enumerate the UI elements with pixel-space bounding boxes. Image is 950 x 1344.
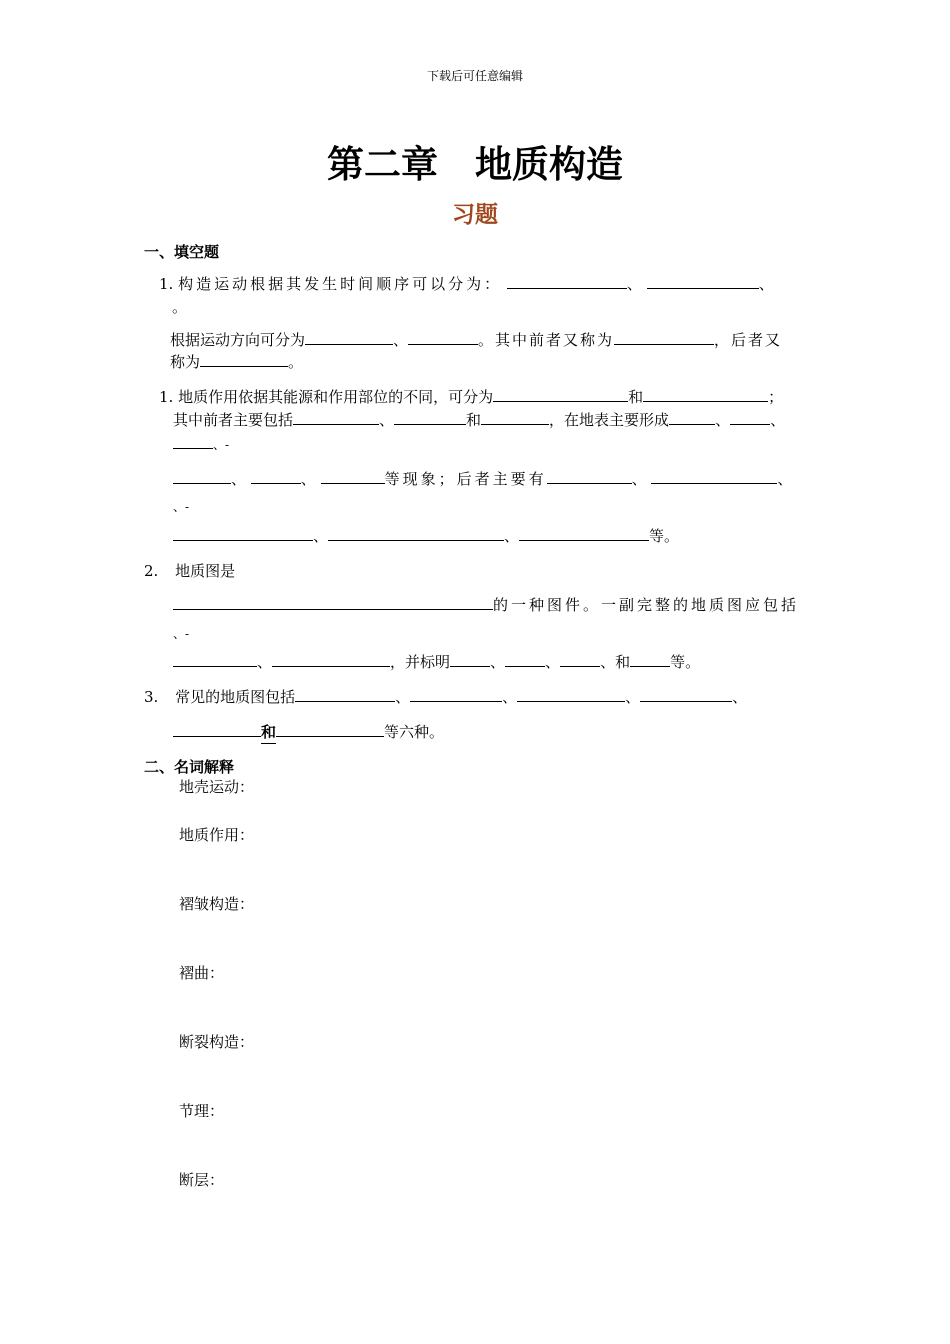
page-title: 第二章 地质构造 — [327, 143, 623, 186]
section-heading-terms: 二、名词解释 — [144, 758, 235, 776]
text: 和 — [466, 411, 482, 429]
separator: 、 — [300, 470, 316, 488]
separator: 、 — [626, 275, 642, 293]
separator: 、 — [777, 470, 793, 488]
text: 等现象；后者主要有 — [384, 470, 547, 488]
blank[interactable] — [173, 525, 313, 541]
question-2-line-4 — [173, 651, 700, 673]
text: ，在地表主要形成 — [549, 411, 670, 429]
blank[interactable] — [651, 468, 777, 484]
separator: 、 — [257, 653, 273, 671]
question-number: 1. — [159, 275, 174, 293]
term-6: 节理： — [179, 1102, 225, 1120]
text: 、- — [213, 438, 230, 452]
text: 等六种。 — [384, 723, 445, 741]
blank[interactable] — [394, 409, 466, 425]
blank[interactable] — [173, 468, 231, 484]
question-1b-line-3 — [173, 433, 229, 456]
question-text: 地质作用依据其能源和作用部位的不同，可分为 — [178, 388, 494, 406]
blank[interactable] — [547, 468, 632, 484]
question-text: 地质图是 — [175, 562, 236, 580]
blank[interactable] — [272, 651, 390, 667]
blank[interactable] — [200, 351, 288, 367]
text: ，后者又 — [714, 331, 783, 349]
blank[interactable] — [410, 686, 502, 702]
blank[interactable] — [481, 409, 549, 425]
header-note: 下载后可任意编辑 — [426, 69, 523, 83]
blank[interactable] — [328, 525, 504, 541]
separator: 、 — [393, 331, 409, 349]
text: 和 — [628, 388, 644, 406]
blank[interactable] — [173, 651, 257, 667]
question-number: 2. — [144, 562, 159, 580]
question-1-line-3 — [170, 351, 303, 373]
question-2-line-1 — [144, 560, 235, 582]
blank[interactable] — [519, 525, 649, 541]
question-1b-line-5: 、- — [173, 500, 190, 514]
separator: 、 — [502, 688, 518, 706]
separator: 、 — [313, 527, 329, 545]
question-1-line-2 — [170, 329, 782, 351]
blank[interactable] — [505, 651, 545, 667]
blank[interactable] — [251, 468, 301, 484]
question-1-line-1 — [159, 273, 774, 295]
blank[interactable] — [173, 594, 493, 610]
term-4: 褶曲： — [179, 964, 225, 982]
text: 称为 — [170, 353, 201, 371]
text: 等。 — [649, 527, 680, 545]
text: 根据运动方向可分为 — [170, 331, 306, 349]
section-heading-fill-blanks: 一、填空题 — [144, 243, 220, 261]
blank[interactable] — [630, 651, 670, 667]
blank[interactable] — [560, 651, 600, 667]
blank[interactable] — [293, 409, 379, 425]
text: ，并标明 — [390, 653, 451, 671]
separator: 、 — [545, 653, 561, 671]
question-1b-line-2 — [173, 409, 785, 431]
question-number: 3. — [144, 688, 159, 706]
blank[interactable] — [730, 409, 770, 425]
text: 。 — [288, 353, 304, 371]
question-1-dot: 。 — [172, 298, 188, 316]
question-1b-line-4 — [173, 468, 792, 490]
question-text: 构造运动根据其发生时间顺序可以分为： — [178, 275, 503, 293]
term-3: 褶皱构造： — [179, 895, 255, 913]
separator: 、 — [231, 470, 247, 488]
question-number: 1. — [159, 388, 174, 406]
separator: 、 — [504, 527, 520, 545]
separator: 、 — [631, 470, 647, 488]
separator: 、 — [758, 275, 774, 293]
term-2: 地质作用： — [179, 826, 255, 844]
blank[interactable] — [321, 468, 385, 484]
separator: 、 — [715, 411, 731, 429]
blank[interactable] — [647, 273, 759, 289]
blank[interactable] — [643, 386, 768, 402]
blank[interactable] — [640, 686, 732, 702]
separator: 、 — [490, 653, 506, 671]
separator: 、 — [379, 411, 395, 429]
blank[interactable] — [295, 686, 395, 702]
question-2-line-3: 、- — [173, 627, 190, 641]
separator: 、 — [625, 688, 641, 706]
blank[interactable] — [450, 651, 490, 667]
question-text: 常见的地质图包括 — [175, 688, 296, 706]
blank[interactable] — [507, 273, 627, 289]
term-7: 断层： — [179, 1171, 225, 1189]
blank[interactable] — [305, 329, 393, 345]
separator: 、 — [732, 688, 748, 706]
blank[interactable] — [173, 433, 213, 449]
text: 的一种图件。一副完整的地质图应包括 — [493, 596, 800, 614]
text: 。其中前者又称为 — [478, 331, 615, 349]
question-1b-line-1 — [159, 386, 783, 408]
blank[interactable] — [173, 721, 261, 737]
blank[interactable] — [276, 721, 384, 737]
blank[interactable] — [614, 329, 714, 345]
text: 其中前者主要包括 — [173, 411, 294, 429]
question-1b-line-6 — [173, 525, 679, 547]
separator: 、 — [770, 411, 786, 429]
question-2-line-2 — [173, 594, 799, 616]
text: ； — [768, 388, 784, 406]
question-3-line-1 — [144, 686, 747, 708]
blank[interactable] — [669, 409, 715, 425]
text: 和 — [261, 721, 276, 744]
term-5: 断裂构造： — [179, 1033, 255, 1051]
separator: 、 — [395, 688, 411, 706]
term-1: 地壳运动： — [179, 778, 255, 796]
blank[interactable] — [493, 386, 628, 402]
question-3-line-2 — [173, 721, 444, 744]
blank[interactable] — [517, 686, 625, 702]
page-subtitle: 习题 — [452, 202, 498, 228]
separator: 、和 — [600, 653, 631, 671]
text: 等。 — [670, 653, 701, 671]
blank[interactable] — [408, 329, 478, 345]
